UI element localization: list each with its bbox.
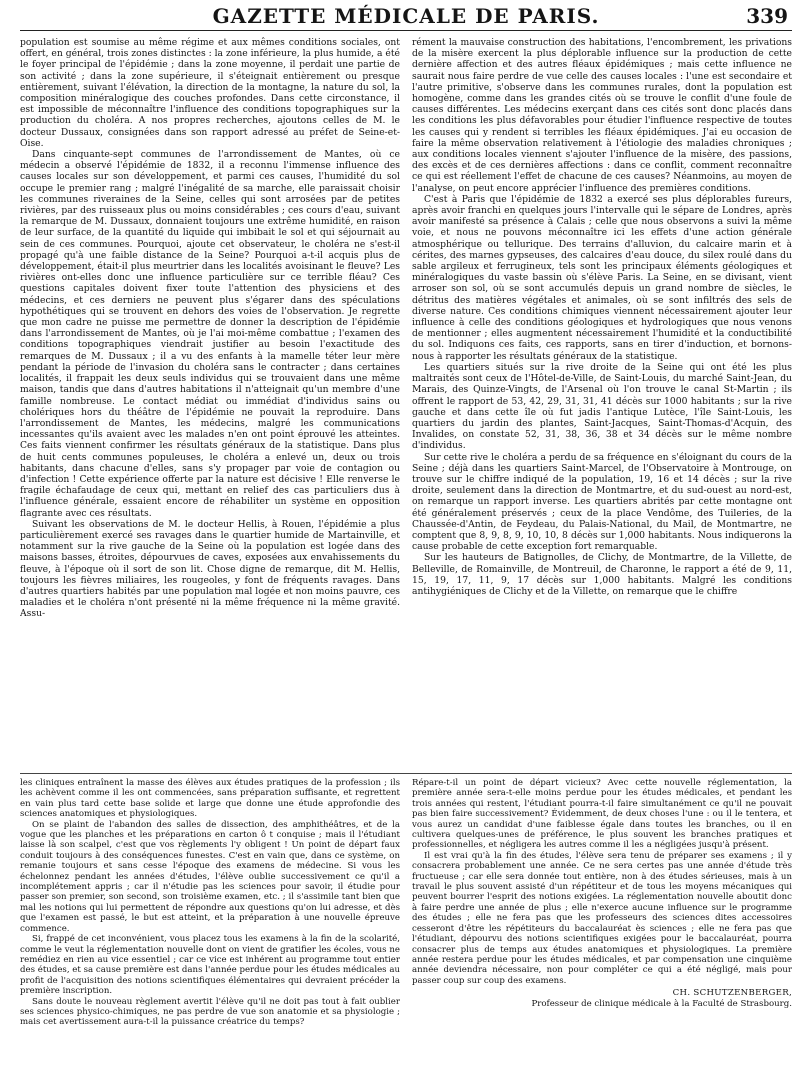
author-signature <box>412 988 792 1009</box>
paragraph: Sur cette rive le choléra a perdu de sa fréquence en s'éloignant du cours de la Seine ; déjà dans les quartiers Saint-Marcel, de l'Observatoire à Montrouge, on trouve sur le chiffre indiqué de la population, 19, 16 et 14 décès ; sur la rive droite, seulement dans la direction de Montmartre, et du sud-ouest au nord-est, on remarque un rapport inverse. Les quartiers abrités par cette montagne ont été généralement préservés ; ceux de la place Vendôme, des Tuileries, de la Chaussée-d'Antin, de Feydeau, du Palais-National, du Mail, de Montmartre, ne comptent que 8, 9, 8, 9, 10, 10, 8 décès sur 1,000 habitants. Nous indiquerons la cause probable de cette exception fort remarquable. <box>412 451 792 553</box>
main-article-right-column <box>412 37 792 769</box>
paragraph: Dans cinquante-sept communes de l'arrondissement de Mantes, où ce médecin a observé l'épidémie de 1832, il a reconnu l'immense influence des causes locales sur son développement, et parmi ces causes, l'humidité du sol occupe le premier rang ; malgré l'inégalité de sa marche, elle paraissait choisir les communes riveraines de la Seine, celles qui sont arrosées par de petites rivières, par des ruisseaux plus ou moins considérables ; ces cours d'eau, suivant la remarque de M. Dussaux, donnaient toujours une extrême humidité, en raison de leur surface, de la quantité du liquide qui imbibait le sol et qui séjournait au sein de ces communes. Pourquoi, ajoute cet observateur, le choléra ne s'est-il propagé qu'à une faible distance de la Seine? Pourquoi a-t-il acquis plus de développement, était-il plus meurtrier dans les localités avoisinant le fleuve? Les rivières ont-elles donc une influence particulière sur ce terrible fléau? Ces questions capitales doivent fixer toute l'attention des physiciens et des médecins, et ces derniers ne peuvent plus s'égarer dans des spéculations hypothétiques qui se trouvent en dehors des voies de l'observation. Je regrette que mon cadre ne puisse me permettre de donner la description de l'épidémie dans l'arrondissement de Mantes, où je l'ai moi-même combattue ; l'examen des conditions topographiques viendrait justifier au besoin l'exactitude des remarques de M. Dussaux ; il a vu des enfants à la mamelle téter leur mère pendant la période de l'invasion du choléra sans le contracter ; dans certaines localités, il frappait les deux seuls individus qui se trouvaient dans une même maison, tandis que dans d'autres habitations il n'atteignait qu'un membre d'une famille nombreuse. Le contact médiat ou immédiat d'individus sains ou cholériques hors du théâtre de l'épidémie ne pouvait la reproduire. Dans l'arrondissement de Mantes, les médecins, malgré les communications incessantes qu'ils avaient avec les malades n'en ont point éprouvé les atteintes. Ces faits viennent confirmer les résultats généraux de la statistique. Dans plus de huit cents communes populeuses, le choléra a enlevé un, deux ou trois habitants, dans chacune d'elles, sans s'y propager par voie de contagion ou d'infection ! Cette expérience offerte par la nature est décisive ! Elle renverse le fragile échafaudage de ceux qui, mettant en relief des cas particuliers dus à l'influence générale, essaient encore de réhabiliter un système en opposition flagrante avec ces résultats. <box>20 149 400 519</box>
paragraph: Répare-t-il un point de départ vicieux? Avec cette nouvelle réglementation, la première année sera-t-elle moins perdue pour les études médicales, et pendant les trois années qui restent, l'étudiant pourra-t-il faire simultanément ce qu'il ne pouvait pas bien faire successivement? Évidemment, de deux choses l'une : ou il le tentera, et vous aurez un candidat d'une faiblesse égale dans toutes les branches, ou il en cultivera quelques-unes de préférence, le plus souvent les branches pratiques et professionnelles, et négligera les autres comme il les a négligées jusqu'à présent. <box>412 778 792 851</box>
page-header <box>20 0 792 31</box>
paragraph: C'est à Paris que l'épidémie de 1832 a exercé ses plus déplorables fureurs, après avoir franchi en quelques jours l'intervalle qui le sépare de Londres, après avoir manifesté sa présence à Calais ; celle que nous observons a suivi la même voie, et nous ne pouvons méconnaître ici les effets d'une action générale atmosphérique ou tellurique. Des terrains d'alluvion, du calcaire marin et à cérites, des marnes gypseuses, des calcaires d'eau douce, du silex roulé dans du sable argileux et ferrugineux, tels sont les principaux éléments géologiques et minéralogiques du vaste bassin où s'élève Paris. La Seine, en se divisant, vient arroser son sol, où se sont accumulés depuis un grand nombre de siècles, le détritus des matières végétales et animales, où se sont infiltrés des sels de diverse nature. Ces conditions chimiques viennent nécessairement ajouter leur influence à celle des conditions géologiques et hydrologiques que nous venons de mentionner ; elles augmentent nécessairement l'humidité et la conductibilité du sol. Indiquons ces faits, ces rapports, sans en tirer d'induction, et bornons-nous à rapporter les résultats généraux de la statistique. <box>412 193 792 362</box>
paragraph: Il est vrai qu'à la fin des études, l'élève sera tenu de préparer ses examens ; il y consacrera probablement une année. Ce ne sera certes pas une année d'étude très fructueuse ; car elle sera donnée tout entière, non à des études sérieuses, mais à un travail le plus souvent assisté d'un répétiteur et de tous les moyens mécaniques qui peuvent bourrer l'esprit des notions exigées. La réglementation nouvelle aboutit donc à faire perdre une année de plus ; elle n'exerce aucune influence sur le programme des études ; elle ne fera pas que les professeurs des sciences dites accessoires cesseront d'être les répétiteurs du baccalauréat ès sciences ; elle ne fera pas que l'étudiant, dépourvu des notions scientifiques exigées pour le baccalauréat, pourra consacrer plus de temps aux études anatomiques et physiologiques. La première année restera perdue pour les études médicales, et par compensation une cinquième année deviendra nécessaire, non pour compléter ce qui a été négligé, mais pour passer coup sur coup des examens. <box>412 850 792 986</box>
paragraph: Si, frappé de cet inconvénient, vous placez tous les examens à la fin de la scolarité, comme le veut la réglementation nouvelle dont on vient de gratifier les écoles, vous ne remédiez en rien au vice essentiel ; car ce vice est inhérent au programme tout entier des études, et sa cause première est dans l'année perdue pour les études médicales au profit de l'acquisition des notions scientifiques élémentaires qui devraient précéder la première inscription. <box>20 934 400 997</box>
paragraph: Sans doute le nouveau règlement avertit l'élève qu'il ne doit pas tout à fait oublier ses sciences physico-chimiques, ne pas perdre de vue son anatomie et sa physiologie ; mais cet avertissement aura-t-il la puissance créatrice du temps? <box>20 996 400 1028</box>
author-title: Professeur de clinique médicale à la Faculté de Strasbourg. <box>531 998 792 1009</box>
page-number: 339 <box>746 4 788 28</box>
paragraph: population est soumise au même régime et aux mêmes conditions sociales, ont offert, en général, trois zones distinctes : la zone inférieure, la plus humide, a été le foyer principal de l'épidémie ; dans la zone moyenne, il perdait une partie de son activité ; dans la zone supérieure, il s'éteignait entièrement ou presque entièrement, suivant l'élévation, la direction de la montagne, la nature du sol, la composition minéralogique des couches profondes. Dans cette circonstance, il est impossible de méconnaître l'influence des conditions topographiques sur la production du choléra. A nos propres recherches, ajoutons celles de M. le docteur Dussaux, consignées dans son rapport adressé au préfet de Seine-et-Oise. <box>20 37 400 149</box>
paragraph: Les quartiers situés sur la rive droite de la Seine qui ont été les plus maltraités sont ceux de l'Hôtel-de-Ville, de Saint-Louis, du marché Saint-Jean, du Marais, des Quinze-Vingts, de l'Arsenal où l'on trouve le canal St-Martin ; ils offrent le rapport de 53, 42, 29, 31, 31, 41 décès sur 1000 habitants ; sur la rive gauche et dans cette île où fut jadis l'antique Lutèce, l'île Saint-Louis, les quartiers du jardin des plantes, Saint-Jacques, Saint-Thomas-d'Acquin, des Invalides, on constate 52, 31, 38, 36, 38 et 34 décès sur le même nombre d'individus. <box>412 361 792 452</box>
feuilleton-right-column <box>412 778 792 1072</box>
feuilleton-divider <box>20 773 792 774</box>
feuilleton-left-column <box>20 778 400 1072</box>
paragraph: rément la mauvaise construction des habitations, l'encombrement, les privations de la misère exercent la plus déplorable influence sur la production de cette dernière affection et des autres fléaux épidémiques ; mais cette influence ne saurait nous faire perdre de vue celle des causes locales : l'une est secondaire et l'autre primitive, s'observe dans les communes rurales, dont la population est homogène, comme dans les grandes cités où se trouve le conflit d'une foule de causes différentes. Les médecins exerçant dans ces cités sont donc placés dans les conditions les plus défavorables pour étudier l'influence respective de toutes les causes qui y rendent si terribles les fléaux épidémiques. J'ai eu occasion de faire la même observation relativement à l'étiologie des maladies chroniques ; aux conditions locales viennent s'ajouter l'influence de la misère, des passions, des excès et de ces dernières affections : dans ce conflit, comment reconnaître ce qui est réellement l'effet de chacune de ces causes? Néanmoins, au moyen de l'analyse, on peut encore apprécier l'influence des premières conditions. <box>412 37 792 194</box>
journal-title: GAZETTE MÉDICALE DE PARIS. <box>212 4 600 28</box>
paragraph: Suivant les observations de M. le docteur Hellis, à Rouen, l'épidémie a plus particulièrement exercé ses ravages dans le quartier humide de Martainville, et notamment sur la rive gauche de la Seine où la population est logée dans des maisons basses, étroites, dépourvues de caves, exposées aux envahissements du fleuve, à l'époque où il sort de son lit. Chose digne de remarque, dit M. Hellis, toujours les fièvres miliaires, les rougeoles, y font de fréquents ravages. Dans d'autres quartiers habités par une population mal logée et non moins pauvre, ces maladies et le choléra n'ont présenté ni la même fréquence ni la même gravité. Assu- <box>20 518 400 620</box>
author-name: CH. SCHUTZENBERGER, <box>672 988 792 999</box>
main-article <box>20 37 792 769</box>
feuilleton-section <box>20 778 792 1072</box>
paragraph: On se plaint de l'abandon des salles de dissection, des amphithéâtres, et de la vogue que les planches et les préparations en carton ô t conquise ; mais il l'étudiant laisse là son scalpel, c'est que vos règlements l'y obligent ! Un point de départ faux conduit toujours à des conséquences funestes. C'est en vain que, dans ce système, on remanie toujours et sans cesse l'époque des examens de médecine. Si vous les échelonnez pendant les années d'études, l'élève oublie successivement ce qu'il a incomplétement appris ; car il n'étudie pas les sciences pour savoir, il étudie pour passer son premier, son second, son troisième examen, etc. ; il s'assimile tant bien que mal les notions qui lui permettent de répondre aux questions qu'on lui adresse, et dès que l'examen est passé, le but est atteint, et la préparation à une nouvelle épreuve commence. <box>20 819 400 934</box>
main-article-left-column <box>20 37 400 769</box>
paragraph: les cliniques entraînent la masse des élèves aux études pratiques de la profession ; ils les achèvent comme il les ont commencées, sans préparation suffisante, et regrettent en vain plus tard cette base solide et large que donne une étude approfondie des sciences anatomiques et physiologiques. <box>20 778 400 820</box>
paragraph: Sur les hauteurs de Batignolles, de Clichy, de Montmartre, de la Villette, de Belleville, de Romainville, de Montreuil, de Charonne, le rapport a été de 9, 11, 15, 19, 17, 11, 9, 17 décès sur 1,000 habitants. Malgré les conditions antihygiéniques de Clichy et de la Villette, on remarque que le chiffre <box>412 552 792 597</box>
